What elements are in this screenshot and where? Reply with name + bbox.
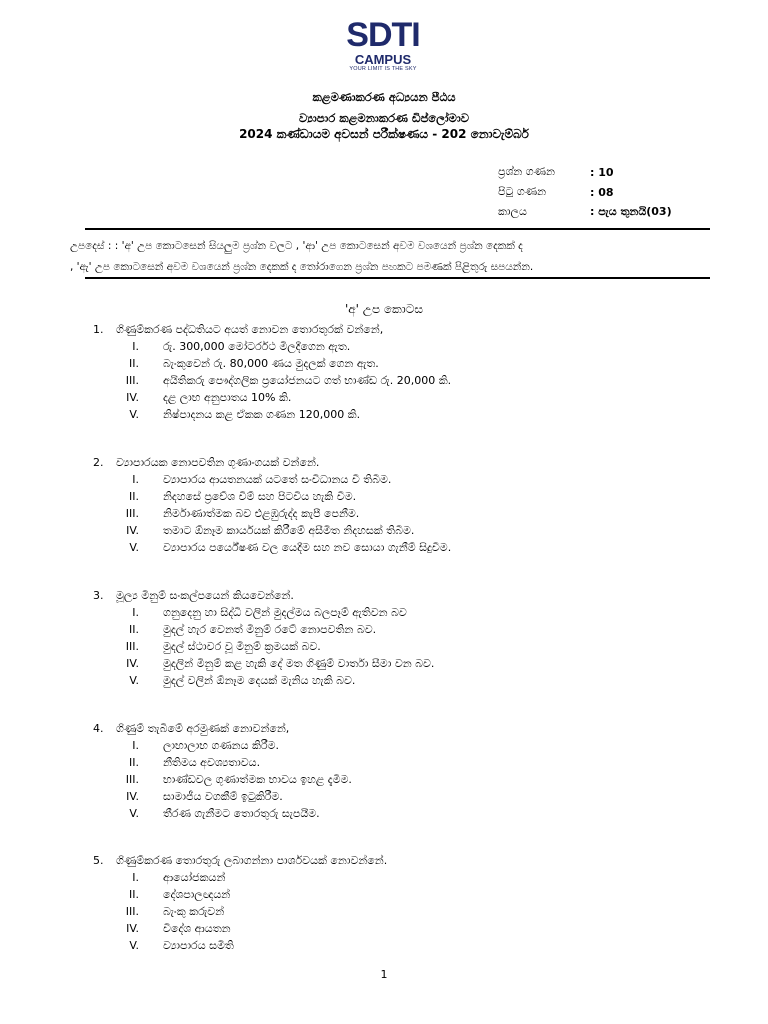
option — [93, 886, 733, 903]
option — [93, 754, 733, 771]
option-text: රු. 300,000 මෝටර්රථ මිලදීගෙන ඇත. — [163, 339, 351, 353]
option-text: නිෂ්පාදනය කළ ඒකක ගණන 120,000 කි. — [163, 407, 361, 421]
question-2 — [93, 454, 733, 556]
option-text: දළ ලාභ අනුපාතය 10% කි. — [163, 390, 292, 404]
option-text: නිර්මාණාත්මක බව එළඹුරුද්ද කැපී පෙනීම. — [163, 506, 360, 520]
faculty-title: කළමණාකරණ අධ්‍යයන පීඨය — [312, 90, 456, 104]
option-number: III. — [125, 773, 139, 786]
meta-value: : 10 — [590, 165, 614, 179]
option — [93, 937, 733, 954]
option — [93, 920, 733, 937]
option-text: ව්‍යාපාරය ආයතනයක් යටතේ සංවිධානය වී තිබීම. — [163, 472, 392, 486]
campus-logo — [340, 18, 426, 78]
option-text: මුදල් ස්ථාවර වූ මිනුම් ක්‍රමයක් බව. — [163, 639, 321, 653]
instructions — [70, 236, 720, 278]
option-text: බැංකු කරුවන් — [163, 904, 225, 918]
option-number: IV. — [126, 790, 139, 803]
option-text: ලාභාලාභ ගණනය කිරීම. — [163, 738, 279, 752]
option — [93, 338, 733, 355]
question-number: 1. — [93, 323, 104, 336]
option — [93, 737, 733, 754]
exam-meta — [498, 162, 672, 222]
option — [93, 539, 733, 556]
option-number: III. — [125, 374, 139, 387]
option — [93, 505, 733, 522]
question-stem — [93, 720, 733, 737]
page-number: 1 — [380, 968, 388, 981]
option-text: තීරණ ගැනීමට තොරතුරු සැපයීම. — [163, 806, 320, 820]
question-5 — [93, 852, 733, 954]
option-text: සාමාජීය වගකීම් ඉටුකිරීම. — [163, 789, 283, 803]
section-title: 'අ' උප කොටස — [344, 302, 424, 316]
option — [93, 522, 733, 539]
meta-label: කාලය — [498, 205, 527, 218]
option-number: II. — [129, 357, 139, 370]
meta-label: ප්‍රශ්න ගණන — [498, 165, 555, 178]
option — [93, 805, 733, 822]
option — [93, 869, 733, 886]
option-text: තමාට ඕනෑම කාර්යයක් කිරීමේ අසීමිත නිදහසක් තිබීම. — [163, 523, 415, 537]
option — [93, 672, 733, 689]
question-text: ගිණුම් තැබීමේ අරමුණක් නොවන්නේ, — [116, 721, 290, 735]
option-number: V. — [129, 674, 139, 687]
meta-value: : 08 — [590, 185, 614, 199]
option-number: II. — [129, 490, 139, 503]
option-text: නිදහසේ ප්‍රවේශ වීම් සහ පිටවිය හැකි වීම. — [163, 489, 357, 503]
option-number: III. — [125, 905, 139, 918]
option-number: V. — [129, 939, 139, 952]
option-number: V. — [129, 541, 139, 554]
top-divider — [85, 228, 710, 230]
option-text: මුදලින් මිනුම් කළ හැකි දේ මත ගිණුම් වාර්තා සීමා වන බව. — [163, 656, 435, 670]
option-number: IV. — [126, 524, 139, 537]
question-4 — [93, 720, 733, 822]
option-text: මුදල් වලින් ඕනෑම දෙයක් මැනිය හැකි බව. — [163, 673, 356, 687]
option-text: බැංකුවෙන් රු. 80,000 ණය මුදලක් ගෙන ඇත. — [163, 356, 379, 370]
option — [93, 621, 733, 638]
question-number: 3. — [93, 589, 104, 602]
option — [93, 488, 733, 505]
option-number: II. — [129, 888, 139, 901]
option-number: IV. — [126, 391, 139, 404]
option-text: ගනුදෙනු හා සිද්ධි වලින් මුදල්මය බලපෑම් ඇතිවන බව — [163, 605, 407, 619]
question-1 — [93, 321, 733, 423]
option — [93, 389, 733, 406]
option-text: නීතිමය අවශ්‍යතාවය. — [163, 755, 261, 769]
course-title: ව්‍යාපාර කළමනාකරණ ඩිප්ලෝමාව — [298, 111, 469, 125]
meta-row-questions — [498, 162, 672, 182]
logo-wordmark: SDTI — [346, 16, 420, 54]
option-number: V. — [129, 807, 139, 820]
option-number: IV. — [126, 922, 139, 935]
option-text: මුදල් හැර වෙනත් මිනුම් රටේ නොපවතින බව. — [163, 622, 377, 636]
option-text: ආයෝජකයන් — [163, 870, 226, 884]
option — [93, 604, 733, 621]
option-number: I. — [132, 739, 139, 752]
option — [93, 903, 733, 920]
question-number: 2. — [93, 456, 104, 469]
exam-title: 2024 කණ්ඩායම අවසන් පරීක්ෂණය - 202 නොවැම්බර් — [239, 127, 529, 141]
option-text: භාණ්ඩවල ගුණාත්මක භාවය ඉහළ දැමීම. — [163, 772, 352, 786]
question-stem — [93, 454, 733, 471]
logo-subtitle: CAMPUS — [354, 52, 412, 67]
question-stem — [93, 587, 733, 604]
option-text: අයිතිකරු පෞද්ගලික ප්‍රයෝජනයට ගත් භාණ්ඩ රු. 20,000 කි. — [163, 373, 452, 387]
question-number: 4. — [93, 722, 104, 735]
question-text: ගිණුම්කරණ තොරතුරු ලබාගන්නා පාර්ශවයක් නොවන්නේ. — [116, 853, 388, 867]
option-number: I. — [132, 340, 139, 353]
meta-value: : පැය තුනයි(03) — [590, 205, 672, 218]
question-stem — [93, 321, 733, 338]
option — [93, 372, 733, 389]
option-text: ව්‍යාපාරය සමිති — [163, 938, 234, 952]
instructions-line-2: , 'ඇ' උප කොටසෙන් අවම වශයෙන් ප්‍රශ්න දෙකක් ද තෝරාගෙන ප්‍රශ්න පහකට පමණක් පිළිතුරු සපයන්න. — [70, 261, 534, 273]
instructions-line-1: උපදෙස් : : 'අ' උප කොටසෙන් සියලුම ප්‍රශ්න වලට , 'ආ' උප කොටසෙන් අවම වශයෙන් ප්‍රශ්න දෙකක් ද — [70, 240, 523, 252]
option-number: III. — [125, 507, 139, 520]
option-number: I. — [132, 606, 139, 619]
meta-row-pages — [498, 182, 672, 202]
question-text: ව්‍යාපාරයක නොපවතින ගුණාංගයක් වන්නේ. — [116, 455, 320, 469]
logo-tagline: YOUR LIMIT IS THE SKY — [349, 66, 417, 72]
option — [93, 788, 733, 805]
option-number: I. — [132, 473, 139, 486]
option-number: II. — [129, 756, 139, 769]
meta-row-time — [498, 202, 672, 222]
option — [93, 406, 733, 423]
question-stem — [93, 852, 733, 869]
question-text: මූල්‍ය මිනුම් සංකල්පයෙන් කියවෙන්නේ. — [116, 588, 294, 602]
meta-label: පිටු ගණන — [498, 185, 547, 198]
option-number: I. — [132, 871, 139, 884]
option-text: විදේශ ආයතන — [163, 921, 231, 935]
option-number: V. — [129, 408, 139, 421]
bottom-divider — [85, 277, 710, 279]
option-text: ව්‍යාපාරය පර්යේෂණ වල යෙදීම සහ නව සොයා ගැනීම් සිදුවීම. — [163, 540, 452, 554]
question-3 — [93, 587, 733, 689]
option-text: දේශපාලඥයන් — [163, 887, 231, 901]
option — [93, 771, 733, 788]
option — [93, 355, 733, 372]
option — [93, 471, 733, 488]
option-number: III. — [125, 640, 139, 653]
question-text: ගිණුම්කරණ පද්ධතියට අයත් නොවන තොරතුරක් වන්නේ, — [116, 322, 384, 336]
option-number: IV. — [126, 657, 139, 670]
question-number: 5. — [93, 854, 104, 867]
option-number: II. — [129, 623, 139, 636]
option — [93, 638, 733, 655]
option — [93, 655, 733, 672]
